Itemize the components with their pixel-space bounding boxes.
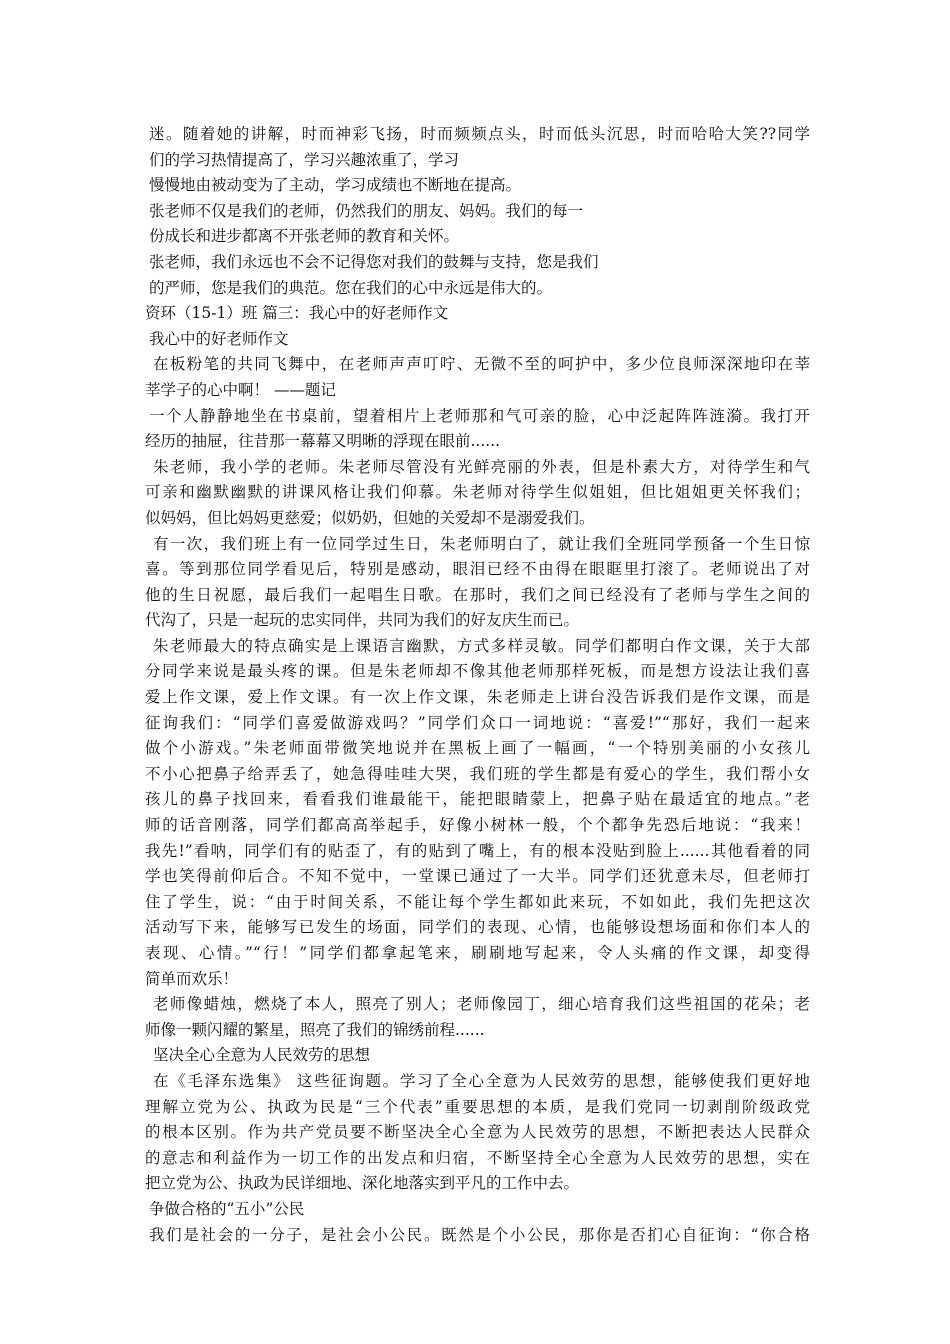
text-line: 经历的抽屉，往昔那一幕幕又明晰的浮现在眼前...... (145, 432, 501, 451)
text-line: 做个小游戏。”朱老师面带微笑地说并在黑板上画了一幅画，“一个特别美丽的小女孩儿 (145, 739, 810, 758)
text-line: 征询我们：“同学们喜爱做游戏吗？”同学们众口一词地说：“喜爱!”“那好，我们一起来 (145, 713, 810, 732)
text-line: 师像一颗闪耀的繁星，照亮了我们的锦绣前程...... (145, 1020, 485, 1039)
text-line: 简单而欢乐！ (145, 969, 239, 988)
text-line: 表现、心情。”“行！”同学们都拿起笔来，刷刷地写起来，令人头痛的作文课，却变得 (145, 944, 810, 962)
text-line: 在《毛泽东选集》 这些征询题。学习了全心全意为人民效劳的思想，能够使我们更好地 (153, 1071, 810, 1090)
text-line: 朱老师最大的特点确实是上课语言幽默，方式多样灵敏。同学们都明白作文课，关于大部 (153, 636, 810, 655)
text-line: 我先!”看呐，同学们有的贴歪了，有的贴到了嘴上，有的根本没贴到脸上......其他看着的同 (145, 841, 810, 860)
text-line: 不小心把鼻子给弄丢了，她急得哇哇大哭，我们班的学生都是有爱心的学生，我们帮小女 (145, 764, 810, 783)
text-line: 爱上作文课，爱上作文课。有一次上作文课，朱老师走上讲台没告诉我们是作文课，而是 (145, 688, 810, 707)
text-line: 慢慢地由被动变为了主动，学习成绩也不断地在提高。 (149, 176, 522, 195)
text-line: 有一次，我们班上有一位同学过生日，朱老师明白了，就让我们全班同学预备一个生日惊 (153, 534, 810, 553)
text-line: 的严师，您是我们的典范。您在我们的心中永远是伟大的。 (149, 278, 553, 297)
text-line: 可亲和幽默幽默的讲课风格让我们仰慕。朱老师对待学生似姐姐，但比姐姐更关怀我们； (145, 483, 810, 502)
text-line: 我们是社会的一分子，是社会小公民。既然是个小公民，那你是否扪心自征询：“你合格 (149, 1225, 810, 1244)
text-line: 住了学生，说：“由于时间关系，不能让每个学生都如此来玩，不如如此，我们先把这次 (145, 892, 810, 911)
document-page (145, 122, 810, 1248)
text-line: 把立党为公、执政为民详细地、深化地落实到平凡的工作中去。 (145, 1174, 580, 1193)
text-line: 师的话音刚落，同学们都高高举起手，好像小树林一般，个个都争先恐后地说：“我来！ (145, 816, 810, 835)
text-line: 他的生日祝愿，最后我们一起唱生日歌。在那时，我们之间已经没有了老师与学生之间的 (145, 585, 810, 604)
text-line: 张老师不仅是我们的老师，仍然我们的朋友、妈妈。我们的每一 (149, 201, 584, 220)
text-line: 朱老师，我小学的老师。朱老师尽管没有光鲜亮丽的外表，但是朴素大方，对待学生和气 (153, 457, 810, 476)
text-line: 孩儿的鼻子找回来，看看我们谁最能干，能把眼睛蒙上，把鼻子贴在最适宜的地点。”老 (145, 790, 810, 809)
text-line: 张老师，我们永远也不会不记得您对我们的鼓舞与支持，您是我们 (149, 252, 599, 271)
text-line: 学也笑得前仰后合。不知不觉中，一堂课已通过了一大半。同学们还犹意未尽，但老师打 (145, 867, 810, 886)
text-line: 活动写下来，能够写已发生的场面，同学们的表现、心情，也能够设想场面和你们本人的 (145, 918, 810, 937)
text-line: 代沟了，只是一起玩的忠实同伴，共同为我们的好友庆生而已。 (145, 611, 580, 630)
text-line: 一个人静静地坐在书桌前，望着相片上老师那和气可亲的脸，心中泛起阵阵涟漪。我打开 (149, 406, 810, 425)
text-line: 莘学子的心中啊！ ——题记 (145, 380, 336, 399)
text-line: 喜。等到那位同学看见后，特别是感动，眼泪已经不由得在眼眶里打滚了。老师说出了对 (145, 560, 810, 579)
text-line: 在板粉笔的共同飞舞中，在老师声声叮咛、无微不至的呵护中，多少位良师深深地印在莘 (153, 355, 810, 374)
text-line: 老师像蜡烛，燃烧了本人，照亮了别人；老师像园丁，细心培育我们这些祖国的花朵；老 (153, 995, 810, 1014)
text-line: 资环（15-1）班 篇三：我心中的好老师作文 (145, 304, 449, 323)
text-line: 份成长和进步都离不开张老师的教育和关怀。 (149, 227, 460, 246)
text-line: 坚决全心全意为人民效劳的思想 (153, 1046, 371, 1065)
text-line: 争做合格的“五小”公民 (149, 1199, 305, 1218)
text-line: 迷。随着她的讲解，时而神彩飞扬，时而频频点头，时而低头沉思，时而哈哈大笑??同学 (149, 125, 810, 143)
text-line: 们的学习热情提高了，学习兴趣浓重了，学习 (149, 150, 460, 169)
text-line: 理解立党为公、执政为民是“三个代表”重要思想的本质，是我们党同一切剥削阶级政党 (145, 1097, 810, 1116)
text-line: 的根本区别。作为共产党员要不断坚决全心全意为人民效劳的思想，不断把表达人民群众 (145, 1123, 810, 1142)
text-line: 分同学来说是最头疼的课。但是朱老师却不像其他老师那样死板，而是想方设法让我们喜 (145, 662, 810, 681)
text-line: 我心中的好老师作文 (149, 329, 289, 348)
text-line: 的意志和利益作为一切工作的出发点和归宿，不断坚持全心全意为人民效劳的思想，实在 (145, 1148, 810, 1167)
text-line: 似妈妈，但比妈妈更慈爱；似奶奶，但她的关爱却不是溺爱我们。 (145, 508, 595, 527)
